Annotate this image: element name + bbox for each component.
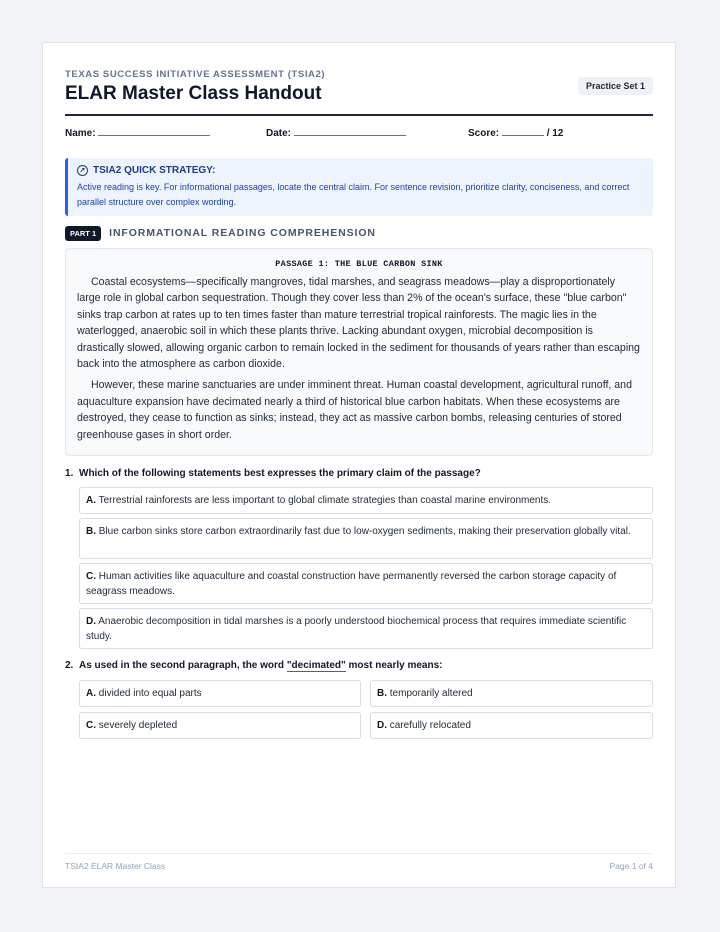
compass-icon: ➚	[77, 165, 88, 176]
part-1-header	[65, 225, 653, 241]
score-label: Score:	[468, 128, 500, 139]
name-field[interactable]	[65, 126, 210, 139]
score-blank[interactable]	[502, 126, 544, 136]
option-text: severely depleted	[98, 720, 178, 731]
q1-option-a[interactable]	[79, 487, 653, 514]
option-letter: D.	[86, 616, 96, 627]
score-field[interactable]	[468, 126, 563, 139]
strategy-heading: TSIA2 QUICK STRATEGY:	[93, 165, 216, 176]
passage-paragraph-2: However, these marine sanctuaries are under imminent threat. Human coastal development, agricultural runoff, and aquaculture expansion have decimated nearly a third of historical blue carbon habitats. When these ecosystems are destroyed, they cease to function as sinks; instead, they act as massive carbon bombs, releasing centuries of stored greenhouse gases in short order.	[77, 379, 632, 441]
date-field[interactable]	[266, 126, 406, 139]
q1-option-c[interactable]	[79, 563, 653, 604]
date-label: Date:	[266, 128, 292, 139]
highlighted-word: "decimated"	[286, 660, 346, 671]
q2-option-b[interactable]	[370, 680, 653, 707]
option-text: Anaerobic decomposition in tidal marshes is a poorly understood biochemical process that requires immediate scientific study.	[86, 616, 627, 642]
strategy-callout	[65, 158, 653, 216]
question-text-after: most nearly means:	[345, 660, 443, 671]
strategy-body: Active reading is key. For informational passages, locate the central claim. For sentence revision, prioritize clarity, conciseness, and correct parallel structure over complex wording.	[77, 182, 630, 207]
question-text-before: As used in the second paragraph, the word	[79, 660, 287, 671]
question-number: 1.	[65, 468, 74, 479]
part-title: INFORMATIONAL READING COMPREHENSION	[109, 227, 376, 239]
option-letter: C.	[86, 720, 96, 731]
q1-option-b[interactable]	[79, 518, 653, 559]
page-footer	[65, 861, 653, 871]
passage-title: PASSAGE 1: THE BLUE CARBON SINK	[275, 259, 443, 269]
q2-option-c[interactable]	[79, 712, 361, 739]
date-blank[interactable]	[294, 126, 406, 136]
footer-divider	[65, 853, 653, 854]
question-2	[65, 660, 653, 671]
header-divider	[65, 114, 653, 116]
q1-option-d[interactable]	[79, 608, 653, 649]
option-text: temporarily altered	[389, 688, 473, 699]
option-text: Blue carbon sinks store carbon extraordinarily fast due to low-oxygen sediments, making their preservation globally vital.	[98, 526, 631, 537]
option-letter: A.	[86, 688, 96, 699]
option-letter: C.	[86, 571, 96, 582]
option-text: Human activities like aquaculture and coastal construction have permanently reversed the carbon storage capacity of seagrass meadows.	[86, 571, 617, 597]
option-text: divided into equal parts	[98, 688, 202, 699]
name-label: Name:	[65, 128, 96, 139]
passage-paragraph-1: Coastal ecosystems—specifically mangroves, tidal marshes, and seagrass meadows—play a disproportionately large role in global carbon sequestration. Though they cover less than 2% of the ocean's surface, these "blue carbon" sinks trap carbon at rates up to ten times faster than mature terrestrial tropical rainforests. The magic lies in the waterlogged, anaerobic soil in which these plants thrive. Lacking abundant oxygen, microbial decomposition is drastically slowed, allowing organic carbon to remain locked in the sediment for thousands of years rather than escaping back into the atmosphere as carbon dioxide.	[77, 276, 640, 371]
handout-page	[42, 42, 676, 888]
page-title: ELAR Master Class Handout	[65, 83, 322, 104]
footer-course: TSIA2 ELAR Master Class	[65, 861, 166, 871]
option-letter: D.	[377, 720, 387, 731]
question-text: Which of the following statements best expresses the primary claim of the passage?	[79, 468, 481, 479]
student-fields	[65, 126, 653, 140]
exam-kicker: TEXAS SUCCESS INITIATIVE ASSESSMENT (TSIA2)	[65, 69, 326, 80]
part-pill: PART 1	[65, 226, 101, 241]
question-number: 2.	[65, 660, 74, 671]
practice-set-badge: Practice Set 1	[578, 77, 653, 95]
page-number: Page 1 of 4	[609, 861, 653, 871]
option-letter: B.	[377, 688, 387, 699]
q2-option-d[interactable]	[370, 712, 653, 739]
q2-option-a[interactable]	[79, 680, 361, 707]
option-letter: B.	[86, 526, 96, 537]
option-text: carefully relocated	[389, 720, 471, 731]
name-blank[interactable]	[98, 126, 210, 136]
option-text: Terrestrial rainforests are less important to global climate strategies than coastal marine environments.	[98, 495, 552, 506]
passage-box	[65, 248, 653, 456]
score-total: / 12	[546, 128, 564, 139]
option-letter: A.	[86, 495, 96, 506]
question-1	[65, 468, 653, 479]
